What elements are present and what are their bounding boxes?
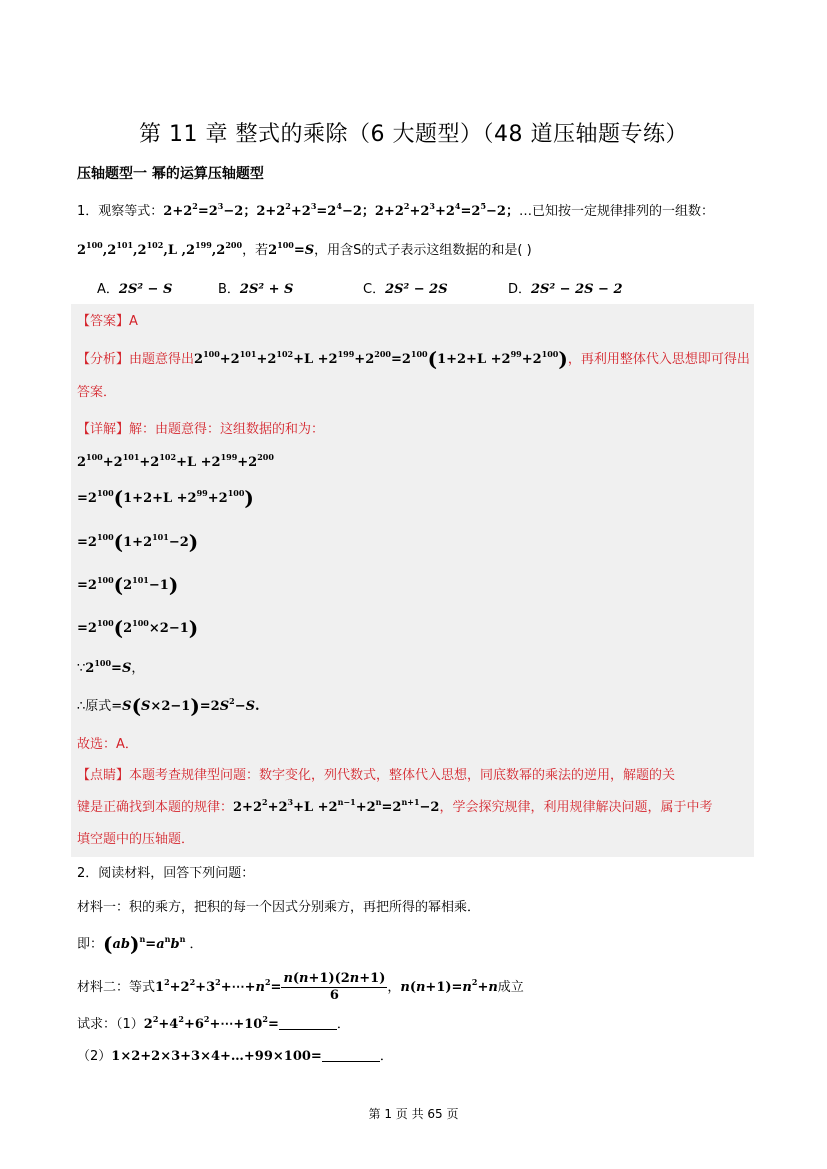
q2-part-1: 试求：$(1)2^2+4^2+6^2+\cdots+10^2=$ ． [77,1014,350,1032]
page-title: 第 11 章 整式的乘除（6 大题型）（48 道压轴题专练） [139,122,688,147]
step-2: $=2^{100}(1+2+L +2^{99}+2^{100})$ [77,486,254,510]
analysis-tag: 【分析】 [77,352,130,367]
q1-choice-b[interactable]: B．2S² + S [218,282,294,297]
section-heading: 压轴题型一 幂的运算压轴题型 [77,166,264,182]
q1-equations: $2+2^2=2^3-2$；$2+2^2+2^3=2^4-2$；$2+2^2+2^3+2^4=2^5-2$； [163,201,519,219]
comment-line-1 [77,767,675,785]
q1-cond-prefix: ，若 [242,243,269,258]
detail-line [77,421,324,439]
q2-intro: 2．阅读材料，回答下列问题： [77,866,255,881]
step-4: $=2^{100}(2^{101}-1)$ [77,573,179,597]
q1-choice-c[interactable]: C．2S² − 2S [363,282,448,297]
comment-formula: $2+2^2+2^3+L +2^{n-1}+2^n=2^{n+1}-2$ [233,797,440,815]
q1-tail: …已知按一定规律排列的一组数： [518,204,714,219]
q2-part-2: （2）1×2+2×3+3×4+…+99×100= ． [77,1049,393,1064]
q2-material-1-eq: 即：$(ab)^n=a^nb^n$ ． [77,932,203,956]
detail-tag: 【详解】 [77,422,130,437]
answer-blank-1[interactable] [279,1017,337,1030]
answer-tag: 【答案】 [77,314,130,329]
q1-line-2 [77,242,532,260]
q1-cond: $2^{100}=S$ [268,240,315,258]
analysis-expr: $2^{100}+2^{101}+2^{102}+L +2^{199}+2^{200}=2^{100}(1+2+L +2^{99}+2^{100})$ [194,347,568,371]
answer-value: A [129,314,138,329]
q1-line-1 [77,203,714,221]
analysis-line-1 [77,347,750,371]
comment-text-1: 本题考查规律型问题：数字变化，列代数式，整体代入思想，同底数幂的乘法的逆用，解题的关 [129,768,676,783]
choose-line: 故选：A． [77,737,138,752]
comment-text-2-pre: 键是正确找到本题的规律： [77,800,234,815]
step-3: $=2^{100}(1+2^{101}-2)$ [77,530,199,554]
analysis-line-2: 答案． [77,385,117,400]
comment-tag: 【点睛】 [77,768,130,783]
q1-sequence: $2^{100},2^{101},2^{102},L$ $,2^{199},2^{200}$ [77,240,243,258]
comment-line-3: 填空题中的压轴题． [77,832,195,847]
q1-choice-d[interactable]: D．2S² − 2S − 2 [508,282,623,297]
step-therefore: ∴原式$=S(S\times 2-1)=2S^2-S$. [77,694,260,718]
q1-intro: 1．观察等式： [77,204,164,219]
analysis-pre: 由题意得出 [129,352,195,367]
step-1: $2^{100}+2^{101}+2^{102}+L +2^{199}+2^{200}$ [77,452,274,470]
page-footer: 第 1 页 共 65 页 [368,1107,459,1121]
q1-cond-suffix: ，用含S的式子表示这组数据的和是( ) [314,243,532,258]
comment-text-2-post: ，学会探究规律，利用规律解决问题，属于中考 [439,800,713,815]
step-5: $=2^{100}(2^{100}\times 2-1)$ [77,616,199,640]
analysis-post: ，再利用整体代入思想即可得出 [567,352,750,367]
answer-blank-2[interactable] [322,1049,380,1062]
detail-text: 解：由题意得：这组数据的和为： [129,422,325,437]
q2-material-2: 材料二：等式$1^2+2^2+3^2+\cdots+n^2=$ $\frac{n(n+1)(2n+1)}{6}$ ，$n(n+1)=n^2+n$成立 [77,971,524,1003]
comment-line-2 [77,799,713,817]
step-because: $\because 2^{100}=S$， [77,658,145,676]
answer-line [77,313,138,331]
sum-squares-fraction: $\frac{n(n+1)(2n+1)}{6}$ [283,971,386,1003]
q2-material-1: 材料一：积的乘方，把积的每一个因式分别乘方，再把所得的幂相乘． [77,900,481,915]
q1-choice-a[interactable]: A．2S² − S [97,282,173,297]
